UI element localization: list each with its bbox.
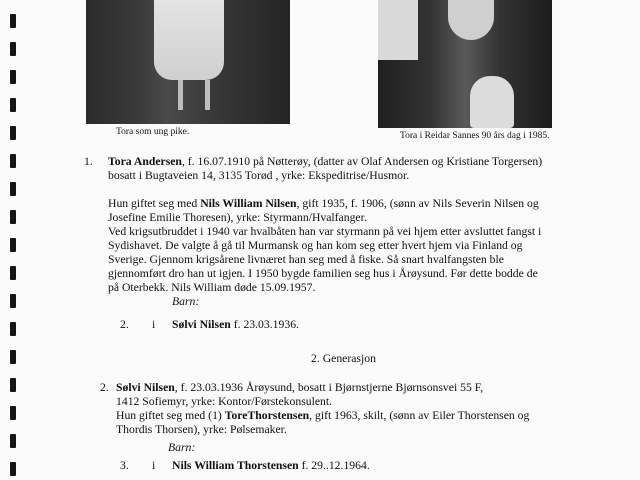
child-marker: i bbox=[152, 318, 156, 331]
entry-details: , f. 16.07.1910 på Nøtterøy, (datter av Olaf Andersen og Kristiane Torgersen) bbox=[181, 155, 543, 168]
spouse-details: Thordis Thorsen), yrke: Pølsemaker. bbox=[116, 423, 287, 436]
spiral-binding bbox=[10, 0, 18, 480]
marriage-details: , gift 1963, skilt, (sønn av Eiler Thorstensen og bbox=[309, 409, 530, 422]
children-label: Barn: bbox=[168, 441, 196, 454]
story-line: Sverige. Gjennom krigsårene livnæret han seg med å fiske. Så snart hvalfangsten ble bbox=[108, 253, 504, 266]
spouse-name: ToreThorstensen bbox=[224, 409, 310, 422]
child-number: 3. bbox=[120, 459, 129, 472]
entry-address: 1412 Sofiemyr, yrke: Kontor/Førstekonsulent. bbox=[116, 395, 333, 408]
child-marker: i bbox=[152, 459, 156, 472]
child-line bbox=[172, 318, 299, 332]
entry-line bbox=[108, 155, 542, 169]
person-name: Tora Andersen bbox=[108, 155, 182, 168]
marriage-line bbox=[108, 197, 539, 211]
photo-birthday bbox=[378, 0, 552, 128]
marriage-prefix: Hun giftet seg med bbox=[108, 197, 201, 210]
photo-caption-left: Tora som ung pike. bbox=[116, 127, 190, 137]
child-name: Nils William Thorstensen bbox=[172, 459, 299, 472]
child-birth: f. 23.03.1936. bbox=[230, 318, 299, 331]
story-line: Ved krigsutbruddet i 1940 var hvalbåten han var styrmann på vei hjem etter avsluttet fangst i bbox=[108, 225, 542, 238]
child-line bbox=[172, 459, 370, 473]
spouse-name: Nils William Nilsen bbox=[200, 197, 297, 210]
marriage-prefix: Hun giftet seg med (1) bbox=[116, 409, 225, 422]
story-line: gjennomført dro han ut igjen. I 1950 bygde familien seg hus i Årøysund. Før dette bodde de bbox=[108, 267, 538, 280]
person-name: Sølvi Nilsen bbox=[116, 381, 175, 394]
child-birth: f. 29..12.1964. bbox=[298, 459, 370, 472]
entry-number: 2. bbox=[100, 381, 109, 394]
photo-young-girl bbox=[86, 0, 290, 124]
spouse-details: Josefine Emilie Thoresen), yrke: Styrmann/Hvalfanger. bbox=[108, 211, 367, 224]
children-label: Barn: bbox=[172, 295, 200, 308]
child-name: Sølvi Nilsen bbox=[172, 318, 231, 331]
photo-caption-right: Tora i Reidar Sannes 90 års dag i 1985. bbox=[400, 131, 550, 141]
entry-address: bosatt i Bugtaveien 14, 3135 Torød , yrke: Ekspeditrise/Husmor. bbox=[108, 169, 410, 182]
entry-number: 1. bbox=[84, 155, 93, 168]
generation-heading: 2. Generasjon bbox=[311, 352, 376, 365]
marriage-details: , gift 1935, f. 1906, (sønn av Nils Severin Nilsen og bbox=[296, 197, 539, 210]
entry-line bbox=[116, 381, 483, 395]
story-line: Sydishavet. De valgte å gå til Murmansk og han kom seg etter hvert hjem via Finland og bbox=[108, 239, 523, 252]
marriage-line bbox=[116, 409, 529, 423]
entry-details: , f. 23.03.1936 Årøysund, bosatt i Bjørnstjerne Bjørnsonsvei 55 F, bbox=[174, 381, 484, 394]
child-number: 2. bbox=[120, 318, 129, 331]
story-line: på Oterbekk. Nils William døde 15.09.1957. bbox=[108, 281, 316, 294]
